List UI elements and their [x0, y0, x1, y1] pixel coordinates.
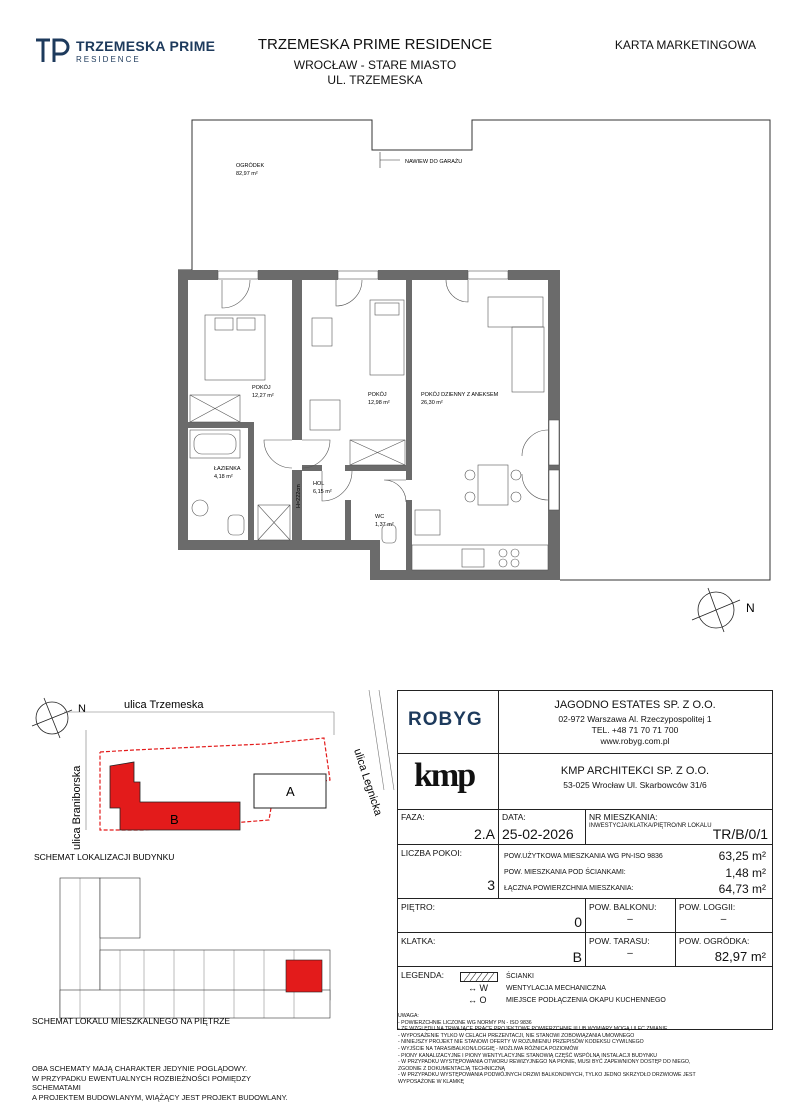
- height-label: H=222cm: [296, 484, 302, 508]
- hall-label: HOL: [313, 481, 325, 487]
- arrow-icon: ↔: [468, 995, 477, 1005]
- nr-label: NR MIESZKANIA:: [589, 812, 658, 822]
- kmp-logo: kmp: [414, 757, 475, 794]
- data-value: 25-02-2026: [502, 826, 574, 842]
- data-label: DATA:: [502, 812, 526, 822]
- caption-building: SCHEMAT LOKALIZACJI BUDYNKU: [34, 852, 175, 862]
- legend-vent: WENTYLACJA MECHANICZNA: [506, 985, 606, 992]
- nr-value: TR/B/0/1: [712, 826, 768, 842]
- garden-area: 82,97 m²: [236, 171, 258, 177]
- plan-north-label: N: [746, 601, 755, 615]
- balcony-value: –: [627, 914, 633, 925]
- company1-name: JAGODNO ESTATES SP. Z O.O.: [554, 699, 716, 711]
- caption-floor: SCHEMAT LOKALU MIESZKALNEGO NA PIĘTRZE: [32, 1016, 231, 1026]
- notes: UWAGA: - POWIERZCHNIE LICZONE WG NORMY PN - ISO 9836 - ZE WZGLĘDU NA TRWAJĄCE PRACE PROJEKTOWE POWIERZCHNIE I/LUB WYMIARY MOGĄ ULEC ZMIANIE - WYPOSAŻENIE TYLKO W CELACH PREZENTACJI, NIE STANOWI ZOBOWIĄZANIA UMOWNEGO - NINIEJSZY PROJEKT NIE STANOWI OFERTY W ROZUMIENIU PRZEPISÓW KODEKSU CYWILNEGO - WYJŚCIE NA TARAS/BALKON/LOGGIĘ - MOŻLIWA RÓŻNICA POZIOMÓW - PIONY KANALIZACYJNE I PIONY WENTYLACYJNE STANOWIĄ CZĘŚĆ WSPÓLNĄ INSTALACJI BUDYNKU - W PRZYPADKU WYSTĘPOWANIA OTWORU REWIZYJNEGO NA PIONIE, MUSI BYĆ ZAPEWNIONY DOSTĘP DO NIEGO, ZGODNIE Z DOKUMENTACJĄ TECHNICZNĄ - W PRZYPADKU WYSTĘPOWANIA PODWÓJNYCH DRZWI BALKONOWYCH, TYLKO JEDNO SKRZYDŁO DRZWIOWE JEST WYPOSAŻONE W KLAMKĘ: [398, 1013, 696, 1085]
- garden-field-label: POW. OGRÓDKA:: [679, 936, 750, 946]
- floor-value: 0: [574, 914, 582, 930]
- room2-label: POKÓJ: [368, 392, 387, 398]
- legend-hood-symbol: ↔ O: [468, 995, 487, 1005]
- location-north-label: N: [78, 703, 86, 715]
- rooms-label: LICZBA POKOI:: [401, 848, 462, 858]
- subtitle-street: UL. TRZEMESKA: [327, 73, 423, 87]
- disclaimer: OBA SCHEMATY MAJĄ CHARAKTER JEDYNIE POGLĄDOWY. W PRZYPADKU EWENTUALNYCH ROZBIEŻNOŚCI POMIĘDZY SCHEMATAMI A PROJEKTEM BUDOWLANYM, WIĄŻĄCY JEST PROJEKT BUDOWLANY.: [32, 1064, 288, 1102]
- stair-value: B: [572, 949, 582, 965]
- wc-area: 1,37 m²: [375, 522, 394, 528]
- building-b: B: [170, 812, 179, 827]
- living-area: 26,30 m²: [421, 400, 443, 406]
- area2-label: POW. MIESZKANIA POD ŚCIANKAMI:: [504, 869, 626, 876]
- brand-name: TRZEMESKA PRIME: [76, 38, 216, 54]
- wc-label: WC: [375, 514, 385, 520]
- area2-value: 1,48 m²: [725, 866, 766, 880]
- street-right: ulica Legnicka: [351, 747, 385, 818]
- street-left: ulica Braniborska: [71, 765, 83, 850]
- faza-value: 2.A: [473, 826, 495, 842]
- balcony-label: POW. BALKONU:: [589, 902, 657, 912]
- street-top: ulica Trzemeska: [124, 699, 204, 711]
- compass-icon: [692, 588, 740, 632]
- legend-walls: ŚCIANKI: [506, 973, 535, 980]
- loggia-label: POW. LOGGII:: [679, 902, 736, 912]
- garage-label: NAWIEW DO GARAŻU: [405, 159, 463, 165]
- room1-area: 12,27 m²: [252, 393, 274, 399]
- nr-sub: INWESTYCJA/KLATKA/PIĘTRO/NR LOKALU: [589, 823, 712, 829]
- brand-sub: RESIDENCE: [76, 55, 141, 64]
- card-label: KARTA MARKETINGOWA: [614, 38, 756, 52]
- garden-label: OGRÓDEK: [236, 163, 265, 169]
- location-schema: [24, 690, 396, 1030]
- company1-web: www.robyg.com.pl: [600, 736, 670, 746]
- bath-label: ŁAZIENKA: [214, 466, 241, 472]
- floor-label: PIĘTRO:: [401, 902, 436, 912]
- company1-address: 02-972 Warszawa Al. Rzeczypospolitej 1: [558, 714, 712, 724]
- hall-area: 6,15 m²: [313, 489, 332, 495]
- garden-field-value: 82,97 m²: [714, 949, 766, 964]
- terrace-value: –: [627, 948, 633, 959]
- arrow-icon: ↔: [468, 983, 477, 993]
- terrace-label: POW. TARASU:: [589, 936, 650, 946]
- legend-hood: MIEJSCE PODŁĄCZENIA OKAPU KUCHENNEGO: [506, 997, 666, 1004]
- loggia-value: –: [720, 914, 727, 925]
- legend-label: LEGENDA:: [401, 970, 444, 980]
- area3-label: ŁĄCZNA POWIERZCHNIA MIESZKANIA:: [504, 885, 634, 892]
- living-label: POKÓJ DZIENNY Z ANEKSEM: [421, 392, 499, 398]
- area1-label: POW.UŻYTKOWA MIESZKANIA WG PN-ISO 9836: [504, 853, 663, 860]
- stair-label: KLATKA:: [401, 936, 436, 946]
- hatch-icon: [460, 972, 498, 982]
- subtitle-city: WROCŁAW - STARE MIASTO: [293, 58, 457, 72]
- company2-address: 53-025 Wrocław Ul. Skarbowców 31/6: [563, 780, 707, 790]
- robyg-logo: ROBYG: [408, 709, 483, 730]
- title-block: [397, 690, 773, 1030]
- location-compass-icon: [32, 698, 72, 738]
- rooms-value: 3: [487, 877, 495, 893]
- faza-label: FAZA:: [401, 812, 425, 822]
- page-title: TRZEMESKA PRIME RESIDENCE: [257, 36, 493, 53]
- building-a: A: [286, 784, 295, 799]
- room2-area: 12,98 m²: [368, 400, 390, 406]
- company1-phone: TEL. +48 71 70 71 700: [591, 725, 679, 735]
- bath-area: 4,18 m²: [214, 474, 233, 480]
- company2-name: KMP ARCHITEKCI SP. Z O.O.: [560, 765, 710, 777]
- area3-value: 64,73 m²: [718, 882, 766, 896]
- area1-value: 63,25 m²: [718, 849, 766, 863]
- room1-label: POKÓJ: [252, 385, 271, 391]
- legend-vent-symbol: ↔ W: [468, 983, 489, 993]
